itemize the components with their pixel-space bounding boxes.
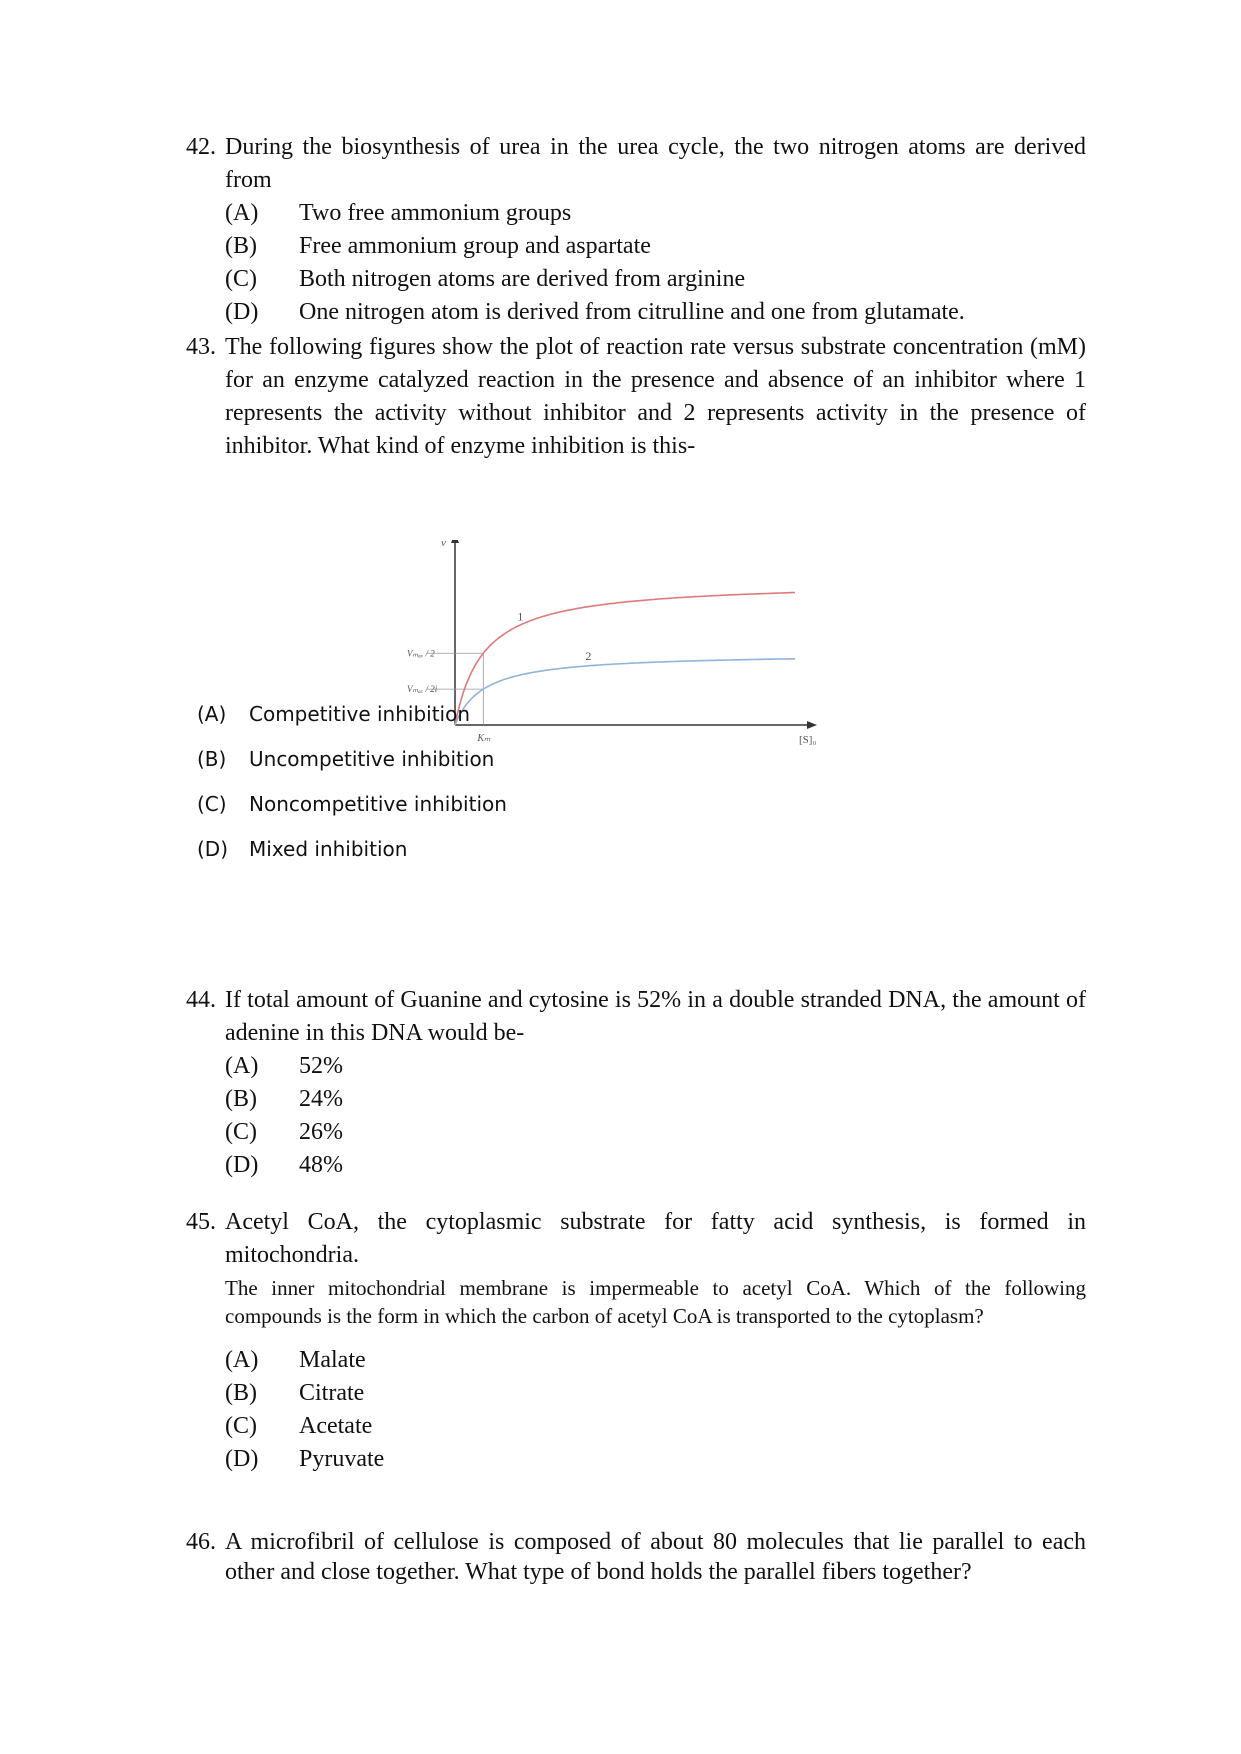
question-text: The following figures show the plot of reaction rate versus substrate concentration (mM) for an enzyme catalyzed reaction in the presence and absence of an inhibitor where 1 represents the activity without inhibitor and 2 represents activity in the presence of inhibitor. What kind of enzyme inhibition is this- (225, 334, 1086, 459)
question-number: 45. (186, 1209, 216, 1235)
y-tick-label: Vₘₐₓ / 2i (407, 684, 438, 695)
series-label-1: 1 (517, 609, 524, 624)
x-tick-label: Kₘ (477, 733, 491, 744)
options-list (225, 197, 1086, 329)
option-c: (C) 26% (225, 1119, 343, 1145)
question-text: If total amount of Guanine and cytosine is 52% in a double stranded DNA, the amount of adenine in this DNA would be- (225, 987, 1086, 1046)
option-c: (C) Acetate (225, 1413, 373, 1439)
question-text: Acetyl CoA, the cytoplasmic substrate for fatty acid synthesis, is formed in mitochondria. (225, 1209, 1086, 1268)
question-number: 44. (186, 987, 216, 1013)
option-a: (A) Malate (225, 1347, 366, 1373)
series-label-2: 2 (585, 649, 592, 664)
y-axis-arrow (451, 540, 459, 543)
option-b: (B) Free ammonium group and aspartate (225, 233, 651, 259)
question-43-options (186, 692, 1086, 872)
y-axis-label: v (441, 540, 446, 549)
options-list (225, 1050, 1086, 1182)
option-d: (D) Pyruvate (225, 1446, 385, 1472)
question-number: 46. (186, 1529, 216, 1555)
option-c: (C) Both nitrogen atoms are derived from arginine (225, 266, 746, 292)
x-axis-label: [S]₀ (799, 734, 817, 746)
question-subtext: The inner mitochondrial membrane is impermeable to acetyl CoA. Which of the following compounds is the form in which the carbon of acetyl CoA is transported to the cytoplasm? (225, 1276, 1086, 1328)
option-c: (C) Noncompetitive inhibition (197, 792, 507, 816)
question-44 (186, 984, 1086, 1182)
question-42 (186, 131, 1086, 329)
question-45 (186, 1206, 1086, 1476)
option-b: (B) 24% (225, 1086, 343, 1112)
y-tick-label: Vₘₐₓ / 2 (407, 648, 435, 659)
question-43 (186, 331, 1086, 463)
question-text: During the biosynthesis of urea in the urea cycle, the two nitrogen atoms are derived from (225, 134, 1086, 193)
options-list (225, 1344, 1086, 1476)
option-b: (B) Citrate (225, 1380, 365, 1406)
option-d: (D) One nitrogen atom is derived from citrulline and one from glutamate. (225, 299, 965, 325)
option-d: (D) 48% (225, 1152, 343, 1178)
question-text: A microfibril of cellulose is composed of about 80 molecules that lie parallel to each other and close together. What type of bond holds the parallel fibers together? (225, 1529, 1086, 1585)
option-a: (A) Two free ammonium groups (225, 200, 572, 226)
option-b: (B) Uncompetitive inhibition (197, 747, 495, 771)
option-a: (A) Competitive inhibition (197, 702, 471, 726)
question-number: 43. (186, 334, 216, 360)
question-46 (186, 1527, 1086, 1587)
question-number: 42. (186, 134, 216, 160)
option-d: (D) Mixed inhibition (197, 837, 408, 861)
option-a: (A) 52% (225, 1053, 343, 1079)
